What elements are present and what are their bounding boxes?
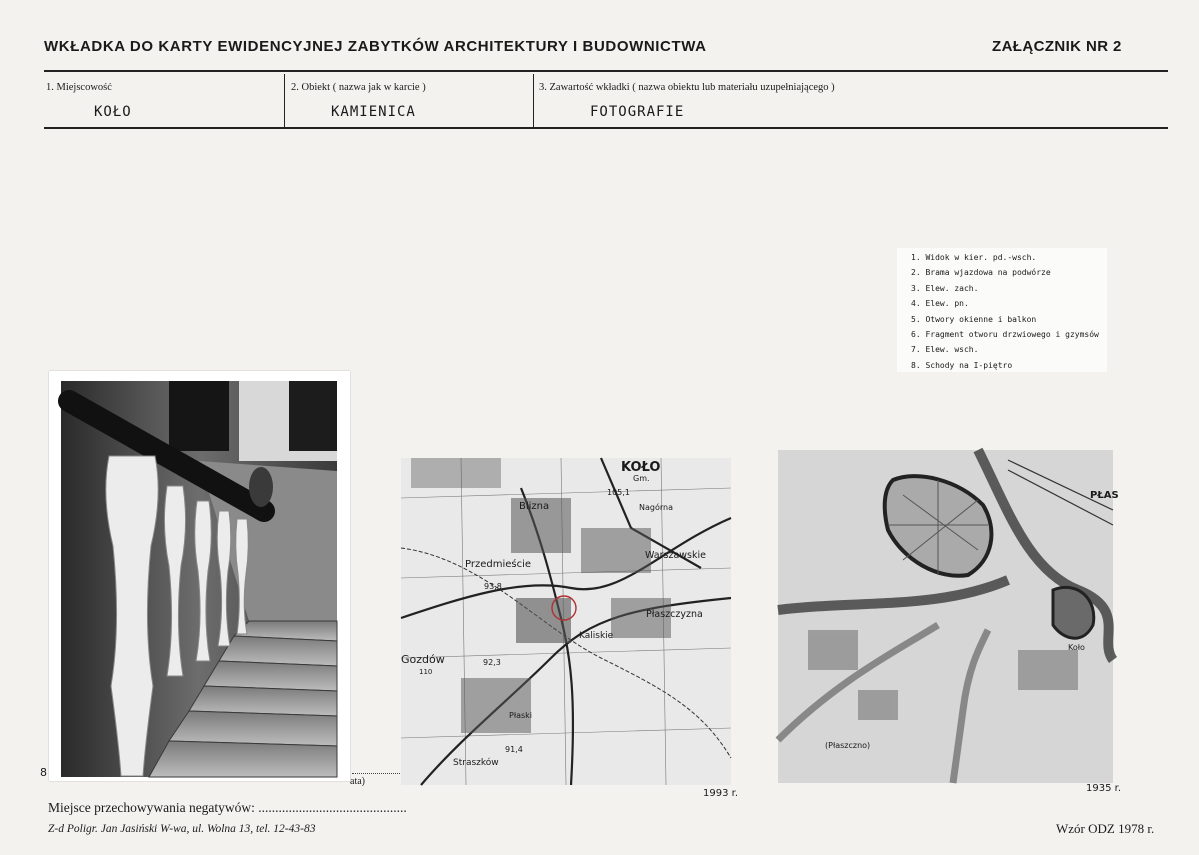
map-label-gozdow: Gozdów <box>401 653 445 666</box>
caption-item: 7. Elew. wsch. <box>911 345 979 355</box>
field-contents-value: FOTOGRAFIE <box>590 104 685 120</box>
map-label-plaszczyzna: Płaszczyzna <box>646 609 703 620</box>
map2-year: 1935 r. <box>1086 783 1121 794</box>
map-label-blizna: Blizna <box>519 501 550 512</box>
map-label-przedmiescie: Przedmieście <box>465 559 532 570</box>
map-label-plaski: Płaski <box>509 711 533 720</box>
map-label-kolo: Koło <box>1068 643 1085 652</box>
map-label-kaliskie: Kaliskie <box>579 631 614 641</box>
form-pattern: Wzór ODZ 1978 r. <box>1056 821 1155 836</box>
field-contents-label: 3. Zawartość wkładki ( nazwa obiektu lub materiału uzupełniającego ) <box>539 82 835 93</box>
field-divider <box>533 74 534 128</box>
caption-item: 5. Otwory okienne i balkon <box>911 314 1037 324</box>
field-locality-label: 1. Miejscowość <box>46 82 112 93</box>
negatives-location: Miejsce przechowywania negatywów: ............................................ <box>48 800 407 815</box>
field-locality-value: KOŁO <box>94 104 132 120</box>
dotted-line <box>352 773 402 774</box>
map-label-height: 92,3 <box>483 658 501 667</box>
caption-item: 3. Elew. zach. <box>911 283 979 293</box>
form-title: WKŁADKA DO KARTY EWIDENCYJNEJ ZABYTKÓW ARCHITEKTURY I BUDOWNICTWA <box>44 38 707 55</box>
field-divider <box>284 74 285 128</box>
map-label-plaszczno: (Płaszczno) <box>825 741 871 750</box>
caption-item: 4. Elew. pn. <box>911 299 969 309</box>
photo-caption-list <box>897 248 1107 372</box>
map1-year: 1993 r. <box>703 788 738 799</box>
map-label-plas: PŁAS <box>1090 490 1119 501</box>
map-label-height: 91,4 <box>505 745 523 754</box>
caption-item: 6. Fragment otworu drzwiowego i gzymsów <box>911 330 1099 340</box>
partial-caption: ata) <box>350 776 365 787</box>
caption-item: 8. Schody na I-piętro <box>911 360 1013 370</box>
staircase-photograph <box>49 371 350 781</box>
edge-mark: 8 <box>40 766 47 779</box>
caption-item: 1. Widok w kier. pd.-wsch. <box>911 253 1037 262</box>
top-rule <box>44 70 1168 72</box>
historical-map-1935 <box>778 450 1119 783</box>
map-label-kolo: KOŁO <box>621 460 661 475</box>
map-label-nagorna: Nagórna <box>639 503 673 512</box>
map-label-warszawskie: Warszawskie <box>645 550 706 561</box>
map-label-height: 93,8 <box>484 582 502 591</box>
topographic-map-1993 <box>401 458 731 785</box>
field-object-value: KAMIENICA <box>331 104 416 120</box>
annex-number: ZAŁĄCZNIK NR 2 <box>992 38 1122 55</box>
printer-info: Z-d Poligr. Jan Jasiński W-wa, ul. Wolna 13, tel. 12-43-83 <box>48 823 316 835</box>
field-object-label: 2. Obiekt ( nazwa jak w karcie ) <box>291 82 426 93</box>
map-label-straszkow: Straszków <box>453 758 499 768</box>
map-label-gm: Gm. <box>633 474 650 483</box>
fields-bottom-rule <box>44 127 1168 129</box>
caption-item: 2. Brama wjazdowa na podwórze <box>911 268 1051 278</box>
map-label-height: 105,1 <box>607 488 630 497</box>
map-label-height: 110 <box>419 668 433 676</box>
